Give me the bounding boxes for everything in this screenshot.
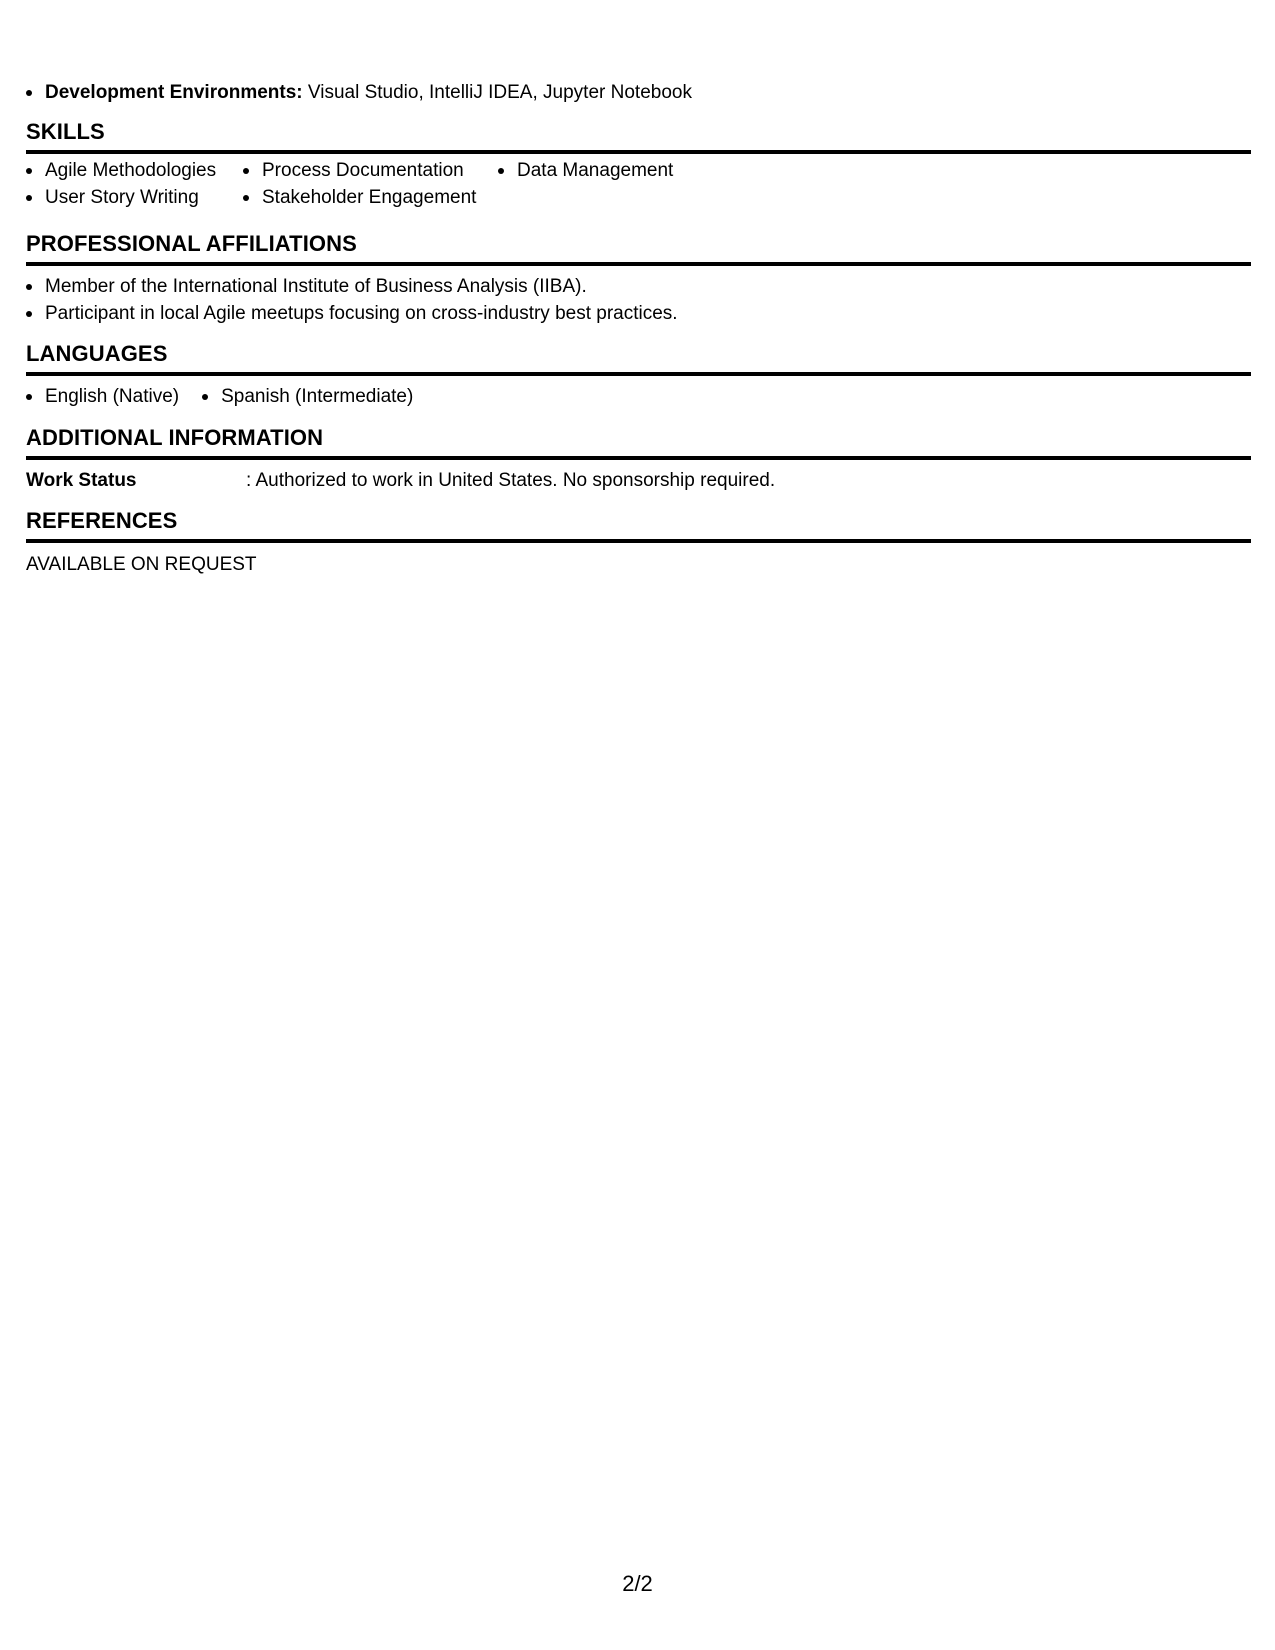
page-number: 2/2 [622,1571,653,1596]
references-text: AVAILABLE ON REQUEST [26,554,257,575]
skills-column-3 [498,157,748,211]
work-status-value: : Authorized to work in United States. No sponsorship required. [246,470,776,491]
skill-item: Data Management [498,157,748,184]
languages-heading: LANGUAGES [26,340,1251,376]
skills-heading: SKILLS [26,118,1251,154]
work-status-row [26,467,775,494]
skills-list [26,157,748,211]
skills-column-2 [243,157,498,211]
language-item: Spanish (Intermediate) [202,383,413,410]
affiliations-list [26,273,678,327]
skill-item: User Story Writing [26,184,243,211]
additional-info-heading: ADDITIONAL INFORMATION [26,424,1251,460]
affiliation-item: Member of the International Institute of Business Analysis (IIBA). [26,273,678,300]
tools-item-dev-environments [26,79,692,106]
affiliation-item: Participant in local Agile meetups focusing on cross-industry best practices. [26,300,678,327]
language-item: English (Native) [26,383,179,410]
tools-item-label: Development Environments: [45,82,303,103]
tools-list [26,79,692,106]
skill-item: Stakeholder Engagement [243,184,498,211]
affiliations-heading: PROFESSIONAL AFFILIATIONS [26,230,1251,266]
skill-item: Process Documentation [243,157,498,184]
skill-item: Agile Methodologies [26,157,243,184]
skills-column-1 [26,157,243,211]
work-status-label: Work Status [26,470,137,491]
languages-list [26,383,436,410]
additional-info-table [26,467,775,494]
tools-item-value: Visual Studio, IntelliJ IDEA, Jupyter Notebook [302,82,692,103]
references-heading: REFERENCES [26,507,1251,543]
